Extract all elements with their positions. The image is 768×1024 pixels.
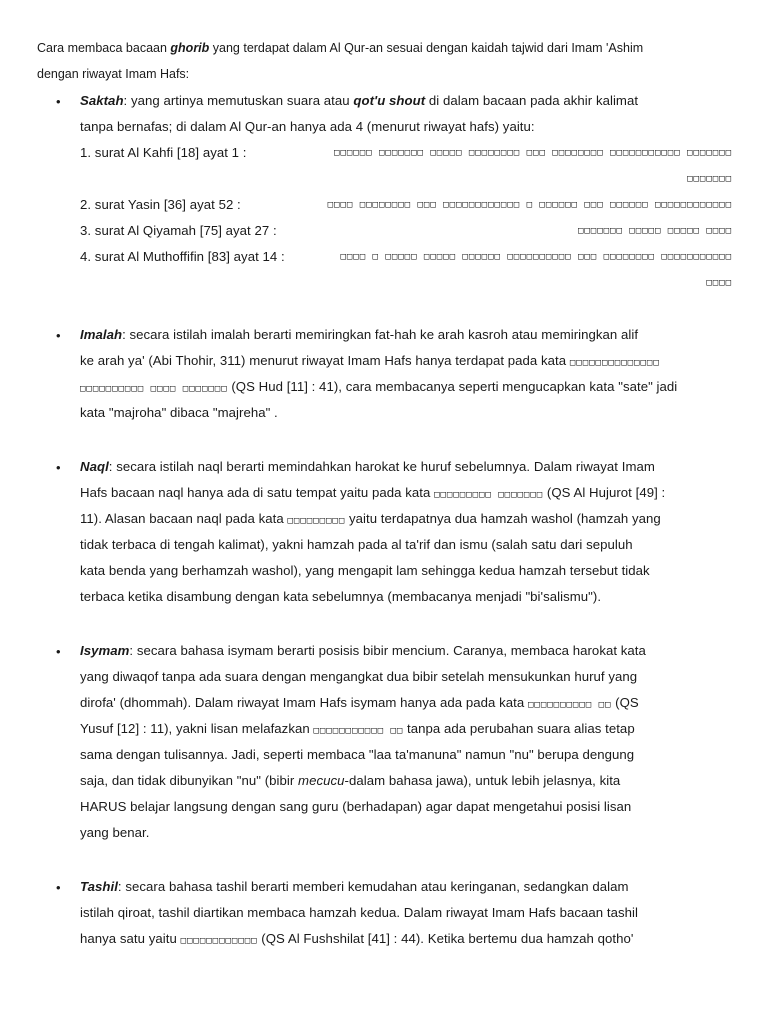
saktah-item-2-arabic: □□□□ □□□□□□□□ □□□ □□□□□□□□□□□□ □ □□□□□□ □□□ □□□□□□ □□□□□□□□□□□□	[327, 200, 732, 210]
isymam-line-6: saja, dan tidak dibunyikan "nu" (bibir mecucu-dalam bahasa jawa), untuk lebih jelasnya, kita	[80, 773, 621, 788]
bullet-isymam: •	[56, 644, 61, 659]
term-tashil: Tashil	[80, 879, 118, 894]
term-isymam: Isymam	[80, 643, 130, 658]
isymam-line-5: sama dengan tulisannya. Jadi, seperti membaca "laa ta'manuna" namun "nu" berupa dengung	[80, 747, 635, 762]
bullet-naql: •	[56, 460, 61, 475]
intro-line-2: dengan riwayat Imam Hafs:	[37, 67, 190, 81]
naql-line-1: Naql: secara istilah naql berarti memindahkan harokat ke huruf sebelumnya. Dalam riwayat Imam	[80, 459, 655, 474]
naql-line-4: tidak terbaca di tengah kalimat), yakni hamzah pada al ta'rif dan ismu (salah satu dari sepuluh	[80, 537, 633, 552]
saktah-item-1-arabic: □□□□□□ □□□□□□□ □□□□□ □□□□□□□□ □□□ □□□□□□□□ □□□□□□□□□□□ □□□□□□□	[334, 148, 732, 158]
bullet-tashil: •	[56, 880, 61, 895]
saktah-item-4-arabic-cont: □□□□	[706, 278, 732, 288]
tashil-line-2: istilah qiroat, tashil diartikan membaca hamzah kedua. Dalam riwayat Imam Hafs bacaan tashil	[80, 905, 638, 920]
saktah-item-4-arabic: □□□□ □ □□□□□ □□□□□ □□□□□□ □□□□□□□□□□ □□□ □□□□□□□□ □□□□□□□□□□□	[340, 252, 732, 262]
term-imalah: Imalah	[80, 327, 123, 342]
saktah-line-2: tanpa bernafas; di dalam Al Qur-an hanya ada 4 (menurut riwayat hafs) yaitu:	[80, 119, 535, 134]
imalah-line-2: ke arah ya' (Abi Thohir, 311) menurut riwayat Imam Hafs hanya terdapat pada kata □□□□□□□□□□□□□□	[80, 353, 660, 368]
intro-line-1: Cara membaca bacaan ghorib yang terdapat dalam Al Qur-an sesuai dengan kaidah tajwid dari Imam 'Ashim	[37, 41, 644, 55]
tashil-line-1: Tashil: secara bahasa tashil berarti memberi kemudahan atau keringanan, sedangkan dalam	[80, 879, 629, 894]
isymam-line-2: yang diwaqof tanpa ada suara dengan mengangkat dua bibir setelah mensukunkan huruf yang	[80, 669, 638, 684]
bullet-imalah: •	[56, 328, 61, 343]
isymam-line-4: Yusuf [12] : 11), yakni lisan melafazkan □□□□□□□□□□□ □□ tanpa ada perubahan suara alias tetap	[80, 721, 635, 736]
term-naql: Naql	[80, 459, 109, 474]
isymam-line-8: yang benar.	[80, 825, 150, 840]
imalah-line-4: kata "majroha" dibaca "majreha" .	[80, 405, 278, 420]
arabic-word: □□□□□□□□□ □□□□□□□	[434, 490, 544, 500]
arabic-word: □□□□□□□□□□ □□□□ □□□□□□□	[80, 384, 228, 394]
isymam-line-7: HARUS belajar langsung dengan sang guru (berhadapan) agar dapat mengetahui posisi lisan	[80, 799, 632, 814]
naql-line-6: terbaca ketika disambung dengan kata sebelumnya (membacanya menjadi "bi'salismu").	[80, 589, 602, 604]
saktah-item-1-label: 1. surat Al Kahfi [18] ayat 1 :	[80, 145, 247, 160]
tashil-line-3: hanya satu yaitu □□□□□□□□□□□□ (QS Al Fushshilat [41] : 44). Ketika bertemu dua hamzah qotho'	[80, 931, 634, 946]
isymam-line-1: Isymam: secara bahasa isymam berarti posisis bibir mencium. Caranya, membaca harokat kata	[80, 643, 646, 658]
saktah-item-2-label: 2. surat Yasin [36] ayat 52 :	[80, 197, 241, 212]
term-ghorib: ghorib	[170, 41, 210, 55]
imalah-line-3: □□□□□□□□□□ □□□□ □□□□□□□ (QS Hud [11] : 41), cara membacanya seperti mengucapkan kata "sate" jadi	[80, 379, 678, 394]
arabic-word: □□□□□□□□□□□□	[180, 936, 258, 946]
saktah-line-1: Saktah: yang artinya memutuskan suara atau qot'u shout di dalam bacaan pada akhir kalimat	[80, 93, 639, 108]
naql-line-3: 11). Alasan bacaan naql pada kata □□□□□□□□□ yaitu terdapatnya dua hamzah washol (hamzah yang	[80, 511, 661, 526]
arabic-word: □□□□□□□□□□□□□□	[569, 358, 660, 368]
naql-line-5: kata benda yang berhamzah washol), yang mengapit lam sehingga kedua hamzah tersebut tidak	[80, 563, 650, 578]
arabic-word: □□□□□□□□□□ □□	[527, 700, 612, 710]
saktah-item-4-label: 4. surat Al Muthoffifin [83] ayat 14 :	[80, 249, 285, 264]
arabic-word: □□□□□□□□□	[287, 516, 346, 526]
isymam-line-3: dirofa' (dhommah). Dalam riwayat Imam Hafs isymam hanya ada pada kata □□□□□□□□□□ □□ (QS	[80, 695, 639, 710]
saktah-item-3-label: 3. surat Al Qiyamah [75] ayat 27 :	[80, 223, 277, 238]
arabic-word: □□□□□□□□□□□ □□	[313, 726, 404, 736]
imalah-line-1: Imalah: secara istilah imalah berarti memiringkan fat-hah ke arah kasroh atau memiringkan alif	[80, 327, 639, 342]
bullet-saktah: •	[56, 94, 61, 109]
naql-line-2: Hafs bacaan naql hanya ada di satu tempat yaitu pada kata □□□□□□□□□ □□□□□□□ (QS Al Hujurot [49] :	[80, 485, 666, 500]
term-saktah: Saktah	[80, 93, 124, 108]
saktah-item-1-arabic-cont: □□□□□□□	[687, 174, 732, 184]
saktah-item-3-arabic: □□□□□□□ □□□□□ □□□□□ □□□□	[577, 226, 732, 236]
